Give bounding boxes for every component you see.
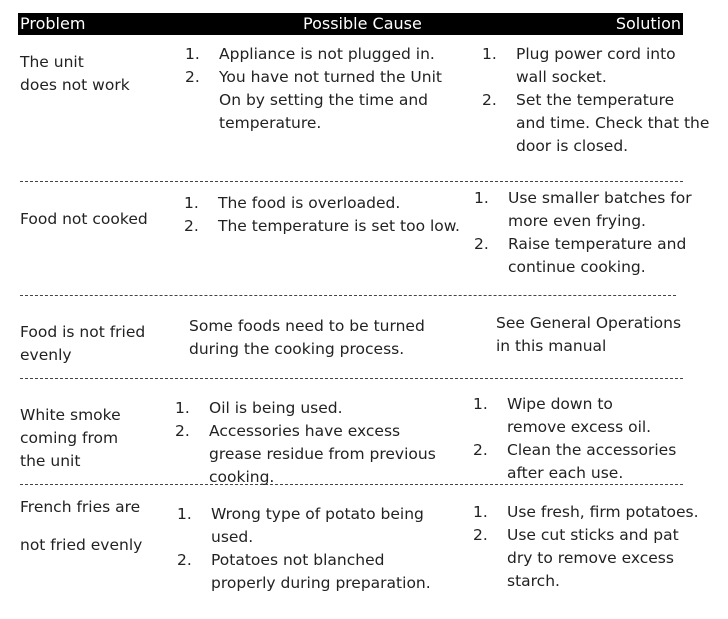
problem-line: Food is not fried: [20, 323, 146, 341]
item-number: 2.: [175, 422, 190, 440]
item-number: 1.: [177, 505, 192, 523]
item-text: starch.: [507, 572, 560, 590]
problem-line: White smoke: [20, 406, 121, 424]
problem-cell: [20, 404, 121, 473]
list-item: [473, 439, 676, 485]
item-text: Potatoes not blanched: [211, 551, 385, 569]
list-item: [474, 187, 692, 233]
list-item: [184, 215, 460, 238]
solution-list: [474, 187, 692, 279]
item-number: 1.: [473, 395, 488, 413]
list-item: [473, 501, 699, 524]
item-text: Use cut sticks and pat: [507, 526, 679, 544]
item-text: Wipe down to: [507, 395, 613, 413]
item-text: dry to remove excess: [507, 549, 674, 567]
row-separator: [20, 295, 676, 296]
list-item: [482, 89, 709, 158]
problem-line: evenly: [20, 346, 72, 364]
item-number: 2.: [185, 68, 200, 86]
list-item: [473, 524, 699, 593]
solution-list: [473, 501, 699, 593]
problem-line: the unit: [20, 452, 81, 470]
item-text: cooking.: [209, 468, 275, 486]
problem-cell: [20, 496, 140, 519]
item-text: Oil is being used.: [209, 399, 343, 417]
item-text: wall socket.: [516, 68, 607, 86]
item-text: grease residue from previous: [209, 445, 436, 463]
problem-line: The unit: [20, 53, 84, 71]
list-item: [185, 43, 442, 66]
item-number: 2.: [482, 91, 497, 109]
row-separator: [20, 181, 683, 182]
item-text: Set the temperature: [516, 91, 675, 109]
item-text: The temperature is set too low.: [218, 217, 460, 235]
item-number: 2.: [473, 526, 488, 544]
item-text: Use fresh, firm potatoes.: [507, 503, 699, 521]
item-text: more even frying.: [508, 212, 646, 230]
item-number: 1.: [185, 45, 200, 63]
item-number: 1.: [473, 503, 488, 521]
item-number: 2.: [177, 551, 192, 569]
header-problem: Problem: [20, 14, 86, 33]
list-item: [474, 233, 692, 279]
item-number: 2.: [473, 441, 488, 459]
solution-line: in this manual: [496, 337, 607, 355]
cause-list: [184, 192, 460, 238]
item-number: 1.: [184, 194, 199, 212]
item-number: 2.: [184, 217, 199, 235]
list-item: [473, 393, 676, 439]
item-text: Raise temperature and: [508, 235, 687, 253]
item-text: You have not turned the Unit: [219, 68, 442, 86]
item-text: and time. Check that the: [516, 114, 710, 132]
item-text: used.: [211, 528, 254, 546]
list-item: [185, 66, 442, 135]
item-text: Appliance is not plugged in.: [219, 45, 435, 63]
problem-line: coming from: [20, 429, 119, 447]
solution-line: See General Operations: [496, 314, 682, 332]
solution-list: [482, 43, 709, 158]
item-text: Clean the accessories: [507, 441, 677, 459]
cause-cell: [189, 315, 425, 361]
item-text: Accessories have excess: [209, 422, 401, 440]
solution-cell: [496, 312, 681, 358]
table-header: [18, 13, 683, 35]
list-item: [175, 420, 436, 489]
cause-list: [177, 503, 431, 595]
item-text: On by setting the time and: [219, 91, 429, 109]
item-text: properly during preparation.: [211, 574, 431, 592]
list-item: [184, 192, 460, 215]
cause-line: Some foods need to be turned: [189, 317, 425, 335]
row-separator: [20, 484, 683, 485]
item-text: Use smaller batches for: [508, 189, 692, 207]
item-text: Wrong type of potato being: [211, 505, 424, 523]
cause-list: [175, 397, 436, 489]
row-separator: [20, 378, 683, 379]
problem-line: does not work: [20, 76, 130, 94]
list-item: [177, 549, 431, 595]
item-text: temperature.: [219, 114, 322, 132]
solution-list: [473, 393, 676, 485]
problem-line: Food not cooked: [20, 210, 148, 228]
item-text: Plug power cord into: [516, 45, 676, 63]
problem-line: not fried evenly: [20, 536, 143, 554]
item-text: after each use.: [507, 464, 624, 482]
list-item: [482, 43, 709, 89]
header-solution: Solution: [615, 14, 681, 33]
cause-list: [185, 43, 442, 135]
item-number: 1.: [175, 399, 190, 417]
item-text: remove excess oil.: [507, 418, 652, 436]
problem-cell: [20, 208, 148, 231]
problem-cell: [20, 321, 145, 367]
item-text: door is closed.: [516, 137, 629, 155]
list-item: [175, 397, 436, 420]
problem-line: French fries are: [20, 498, 141, 516]
list-item: [177, 503, 431, 549]
header-possible-cause: Possible Cause: [303, 14, 422, 33]
problem-cell: [20, 51, 130, 97]
cause-line: during the cooking process.: [189, 340, 405, 358]
item-text: The food is overloaded.: [218, 194, 401, 212]
item-text: continue cooking.: [508, 258, 646, 276]
item-number: 1.: [474, 189, 489, 207]
item-number: 1.: [482, 45, 497, 63]
item-number: 2.: [474, 235, 489, 253]
problem-cell: [20, 534, 142, 557]
